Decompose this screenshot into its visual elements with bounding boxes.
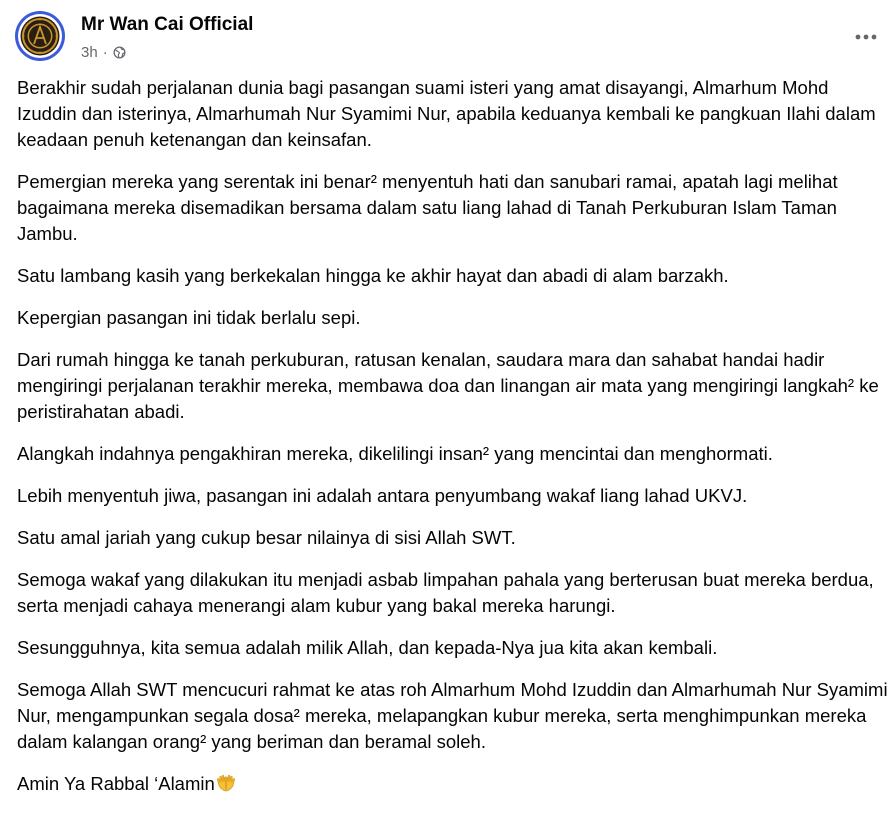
- avatar-logo: [18, 14, 62, 58]
- post-paragraph-7: Lebih menyentuh jiwa, pasangan ini adalah antara penyumbang wakaf liang lahad UKVJ.: [17, 485, 748, 506]
- closing-text: Amin Ya Rabbal ‘Alamin: [17, 773, 215, 794]
- post-paragraph-12: [17, 771, 889, 797]
- post-paragraph-9: Semoga wakaf yang dilakukan itu menjadi asbab limpahan pahala yang berterusan buat mereka berdua, serta menjadi cahaya menerangi alam kubur yang bakal mereka harungi.: [17, 569, 874, 616]
- post-paragraph-10: Sesungguhnya, kita semua adalah milik Allah, dan kepada-Nya jua kita akan kembali.: [17, 637, 718, 658]
- post-paragraph-4: Kepergian pasangan ini tidak berlalu sepi.: [17, 307, 361, 328]
- post-meta: [81, 42, 126, 62]
- post-paragraph-11: Semoga Allah SWT mencucuri rahmat ke atas roh Almarhum Mohd Izuddin dan Almarhumah Nur Syamimi Nur, mengampunkan segala dosa² mereka, melapangkan kubur mereka, serta menghimpunkan mereka dalam kalangan orang² yang beriman dan beramal soleh.: [17, 679, 888, 752]
- post-paragraph-6: Alangkah indahnya pengakhiran mereka, dikelilingi insan² yang mencintai dan menghormati.: [17, 443, 773, 464]
- author-name[interactable]: Mr Wan Cai Official: [81, 14, 254, 35]
- avatar[interactable]: [15, 11, 65, 61]
- more-options-button[interactable]: [846, 22, 886, 52]
- praying-hands-icon: [216, 773, 236, 791]
- post-paragraph-2: Pemergian mereka yang serentak ini benar² menyentuh hati dan sanubari ramai, apatah lagi melihat bagaimana mereka disemadikan bersama dalam satu liang lahad di Tanah Perkuburan Islam Taman Jambu.: [17, 171, 838, 244]
- post-paragraph-3: Satu lambang kasih yang berkekalan hingga ke akhir hayat dan abadi di alam barzakh.: [17, 265, 729, 286]
- post-header: [0, 0, 896, 70]
- post-paragraph-1: Berakhir sudah perjalanan dunia bagi pasangan suami isteri yang amat disayangi, Almarhum Mohd Izuddin dan isterinya, Almarhumah Nur Syamimi Nur, apabila keduanya kembali ke pangkuan Ilahi dalam keadaan penuh ketenangan dan keinsafan.: [17, 77, 876, 150]
- post-timestamp[interactable]: 3h: [81, 43, 98, 61]
- post-paragraph-8: Satu amal jariah yang cukup besar nilainya di sisi Allah SWT.: [17, 527, 516, 548]
- more-options-icon: [855, 34, 877, 40]
- globe-icon[interactable]: [113, 46, 126, 59]
- post-text: [17, 75, 889, 813]
- post-paragraph-5: Dari rumah hingga ke tanah perkuburan, ratusan kenalan, saudara mara dan sahabat handai hadir mengiringi perjalanan terakhir mereka, membawa doa dan linangan air mata yang mengiringi langkah² ke peristirahatan abadi.: [17, 349, 879, 422]
- meta-separator: ·: [102, 43, 108, 61]
- brand-logo-icon: [20, 16, 60, 56]
